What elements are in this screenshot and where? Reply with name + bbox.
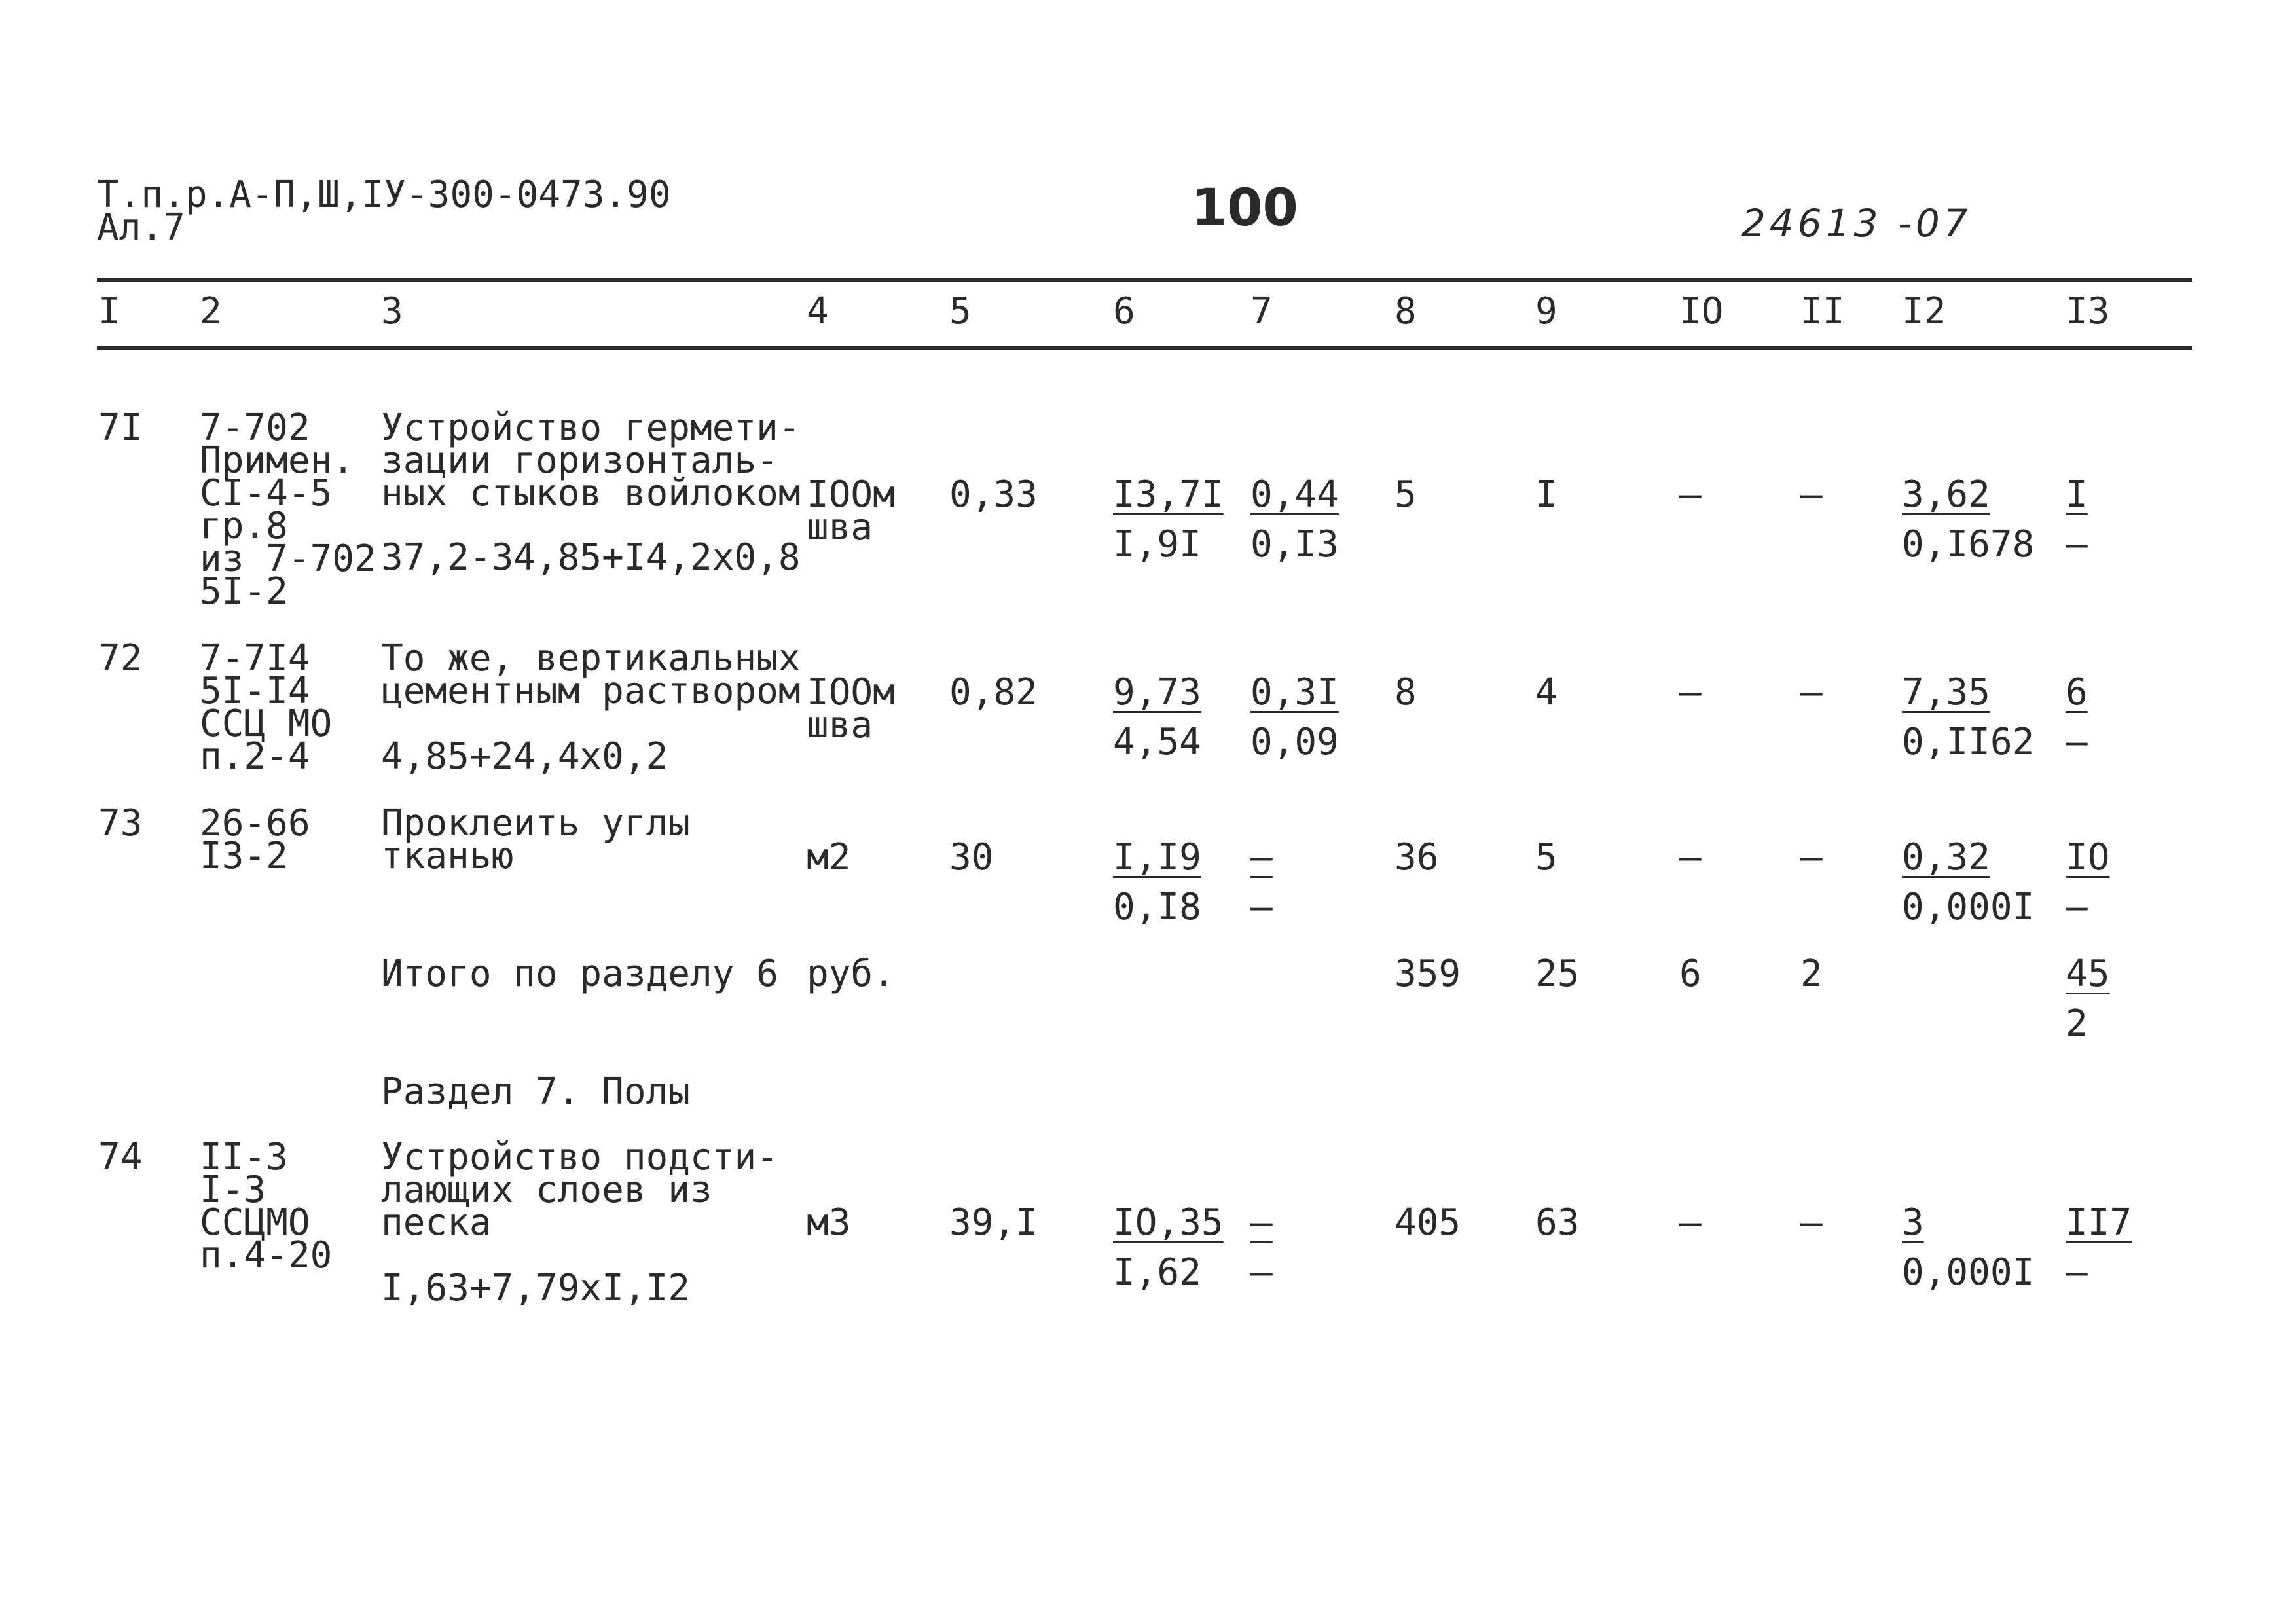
col8-value: 8 <box>1394 671 1417 714</box>
col7-bottom: – <box>1250 886 1273 928</box>
section-title: Раздел 7. Полы <box>381 1070 691 1113</box>
unit-cost-bottom: 4,54 <box>1113 721 1201 763</box>
col13-top: II7 <box>2066 1201 2132 1244</box>
table-header-rule <box>97 346 2192 350</box>
work-description-line: тканью <box>381 835 514 877</box>
col8-value: 5 <box>1394 473 1417 516</box>
norm-code-line: 5I-2 <box>200 570 288 613</box>
col7-top: – <box>1250 1201 1273 1244</box>
col11-value: – <box>1800 836 1823 879</box>
work-description-line: Устройство подсти- <box>381 1136 778 1178</box>
column-header-8: 8 <box>1394 290 1417 333</box>
work-description-line: зации горизонталь- <box>381 439 778 482</box>
column-header-2: 2 <box>200 290 222 333</box>
col9-value: 63 <box>1535 1201 1580 1244</box>
col12-bottom: 0,I678 <box>1902 523 2035 566</box>
col13-bottom: – <box>2066 886 2088 928</box>
col7-bottom: – <box>1250 1251 1273 1294</box>
col7-top: 0,3I <box>1250 671 1339 714</box>
document-code: Т.п.р.А-П,Ш,IУ-300-0473.90 <box>97 173 671 216</box>
quantity-value: 30 <box>949 836 994 879</box>
column-header-5: 5 <box>949 290 972 333</box>
quantity-formula: 37,2-34,85+I4,2x0,8 <box>381 536 801 579</box>
unit-cost-top: I,I9 <box>1113 836 1201 879</box>
unit-line: шва <box>807 704 873 746</box>
total-unit: руб. <box>807 953 895 995</box>
col11-value: – <box>1800 1201 1823 1244</box>
col10-value: – <box>1679 836 1702 879</box>
row-number: 7I <box>98 407 143 449</box>
col12-top: 0,32 <box>1902 836 1990 879</box>
column-header-1: I <box>98 290 120 333</box>
column-header-3: 3 <box>381 290 403 333</box>
col13-top: 6 <box>2066 671 2088 714</box>
col7-bottom: 0,I3 <box>1250 523 1339 566</box>
norm-code-line: I-3 <box>200 1169 266 1211</box>
quantity-value: 39,I <box>949 1201 1038 1244</box>
col8-value: 405 <box>1394 1201 1461 1244</box>
norm-code-line: CI-4-5 <box>200 472 333 515</box>
norm-code-line: из 7-702 <box>200 538 376 580</box>
row-number: 74 <box>98 1136 143 1178</box>
col13-top: IO <box>2066 836 2110 879</box>
norm-code-line: 7-7I4 <box>200 637 310 680</box>
column-header-13: I3 <box>2066 290 2110 333</box>
norm-code-line: 5I-I4 <box>200 670 310 712</box>
norm-code-line: ССЦ МО <box>200 702 333 745</box>
col12-bottom: 0,000I <box>1902 1251 2035 1294</box>
column-header-10: IO <box>1679 290 1724 333</box>
column-header-7: 7 <box>1250 290 1273 333</box>
unit-value: м3 <box>807 1201 851 1244</box>
col11-value: 2 <box>1800 953 1823 995</box>
col12-top: 3,62 <box>1902 473 1990 516</box>
work-description-line: лающих слоев из <box>381 1169 712 1211</box>
column-header-4: 4 <box>807 290 829 333</box>
col10-value: – <box>1679 1201 1702 1244</box>
norm-code-line: п.4-20 <box>200 1234 333 1277</box>
col10-value: 6 <box>1679 953 1702 995</box>
col12-top: 3 <box>1902 1201 1924 1244</box>
col9-value: 25 <box>1535 953 1580 995</box>
unit-cost-bottom: I,62 <box>1113 1251 1201 1294</box>
total-label: Итого по разделу 6 <box>381 953 778 995</box>
unit-cost-top: 9,73 <box>1113 671 1201 714</box>
row-number: 73 <box>98 802 143 845</box>
col12-bottom: 0,II62 <box>1902 721 2035 763</box>
col13-bottom: – <box>2066 721 2088 763</box>
unit-cost-top: I3,7I <box>1113 473 1224 516</box>
work-description-line: Проклеить углы <box>381 802 691 845</box>
norm-code-line: II-3 <box>200 1136 288 1178</box>
work-description-line: песка <box>381 1201 492 1244</box>
column-header-9: 9 <box>1535 290 1558 333</box>
col9-value: I <box>1535 473 1558 516</box>
unit-cost-top: IO,35 <box>1113 1201 1224 1244</box>
col13-top: I <box>2066 473 2088 516</box>
col13-bottom: – <box>2066 523 2088 566</box>
col7-top: 0,44 <box>1250 473 1339 516</box>
norm-code-line: 26-66 <box>200 802 310 845</box>
col11-value: – <box>1800 473 1823 516</box>
col12-bottom: 0,000I <box>1902 886 2035 928</box>
norm-code-line: I3-2 <box>200 835 288 877</box>
quantity-formula: I,63+7,79xI,I2 <box>381 1267 691 1309</box>
column-header-12: I2 <box>1902 290 1946 333</box>
norm-code-line: п.2-4 <box>200 735 310 778</box>
col11-value: – <box>1800 671 1823 714</box>
quantity-value: 0,33 <box>949 473 1038 516</box>
unit-cost-bottom: I,9I <box>1113 523 1201 566</box>
inventory-stamp: 24613 -07 <box>1741 201 1972 246</box>
unit-line: IOOм <box>807 671 895 714</box>
quantity-value: 0,82 <box>949 671 1038 714</box>
work-description-line: Устройство гермети- <box>381 407 801 449</box>
col9-value: 5 <box>1535 836 1558 879</box>
col8-value: 359 <box>1394 953 1461 995</box>
work-description-line: ных стыков войлоком <box>381 472 801 515</box>
col7-top: – <box>1250 836 1273 879</box>
table-top-rule <box>97 278 2192 282</box>
unit-line: IOOм <box>807 473 895 516</box>
column-header-6: 6 <box>1113 290 1135 333</box>
norm-code-line: ССЦМО <box>200 1201 310 1244</box>
col10-value: – <box>1679 473 1702 516</box>
col12-top: 7,35 <box>1902 671 1990 714</box>
col10-value: – <box>1679 671 1702 714</box>
unit-line: шва <box>807 506 873 549</box>
work-description-line: То же, вертикальных <box>381 637 801 680</box>
page-number: 100 <box>1192 179 1298 238</box>
col13-bottom: 2 <box>2066 1002 2088 1045</box>
column-header-11: II <box>1800 290 1845 333</box>
norm-code-line: гр.8 <box>200 505 288 547</box>
norm-code-line: Примен. <box>200 439 355 482</box>
album-label: Ал.7 <box>97 206 185 249</box>
norm-code-line: 7-702 <box>200 407 310 449</box>
col13-bottom: – <box>2066 1251 2088 1294</box>
col7-bottom: 0,09 <box>1250 721 1339 763</box>
quantity-formula: 4,85+24,4x0,2 <box>381 735 668 778</box>
unit-cost-bottom: 0,I8 <box>1113 886 1201 928</box>
unit-value: м2 <box>807 836 851 879</box>
col13-top: 45 <box>2066 953 2110 995</box>
work-description-line: цементным раствором <box>381 670 801 712</box>
col9-value: 4 <box>1535 671 1558 714</box>
col8-value: 36 <box>1394 836 1439 879</box>
row-number: 72 <box>98 637 143 680</box>
